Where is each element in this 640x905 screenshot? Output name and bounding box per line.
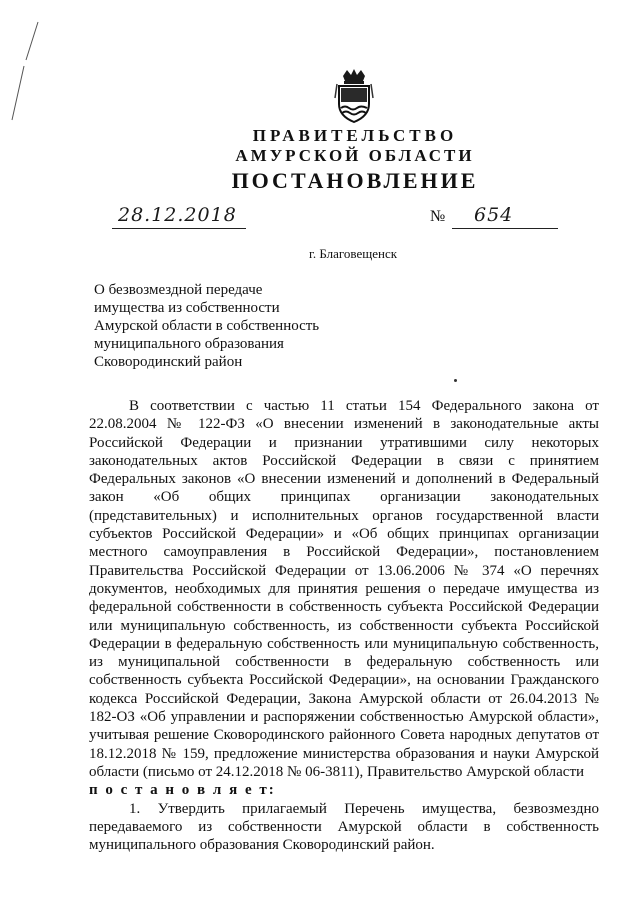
number-sign: № xyxy=(430,208,446,225)
number-field xyxy=(452,206,558,229)
date-field xyxy=(112,206,246,229)
subject-line: муниципального образования xyxy=(94,336,284,352)
decree-item-1: 1. Утвердить прилагаемый Перечень имущества, безвозмездно передаваемого из собственности Амурской области в собственность муниципального образования Сковородинский район. xyxy=(89,800,599,854)
decree-word: п о с т а н о в л я е т: xyxy=(89,782,276,799)
city-label: г. Благовещенск xyxy=(309,246,398,261)
handwritten-date: 28.12.2018 xyxy=(118,204,237,226)
preamble-paragraph: В соответствии с частью 11 статьи 154 Федерального закона от 22.08.2004 № 122-ФЗ «О внесении изменений в законодательные акты Российской Федерации и признании утратившими силу некоторых законодательных актов Российской Федерации в связи с принятием Федеральных законов «О внесении изменений и дополнений в Федеральный закон «Об общих принципах организации законодательных (представительных) и исполнительных органов государственной власти субъектов Российской Федерации» и «Об общих принципах организации местного самоуправления в Российской Федерации», постановлением Правительства Российской Федерации от 13.06.2006 № 374 «О перечнях документов, необходимых для принятия решения о передаче имущества из федеральной собственности в собственность субъекта Российской Федерации или муниципальную собственность, из собственности субъекта Российской Федерации в федеральную собственность или муниципальную собственность, из муниципальной собственности в федеральную собственность или собственность субъекта Российской Федерации», на основании Гражданского кодекса Российской Федерации, Закона Амурской области от 26.04.2013 № 182-ОЗ «Об управлении и распоряжении собственностью Амурской области», учитывая решение Сковородинского районного Совета народных депутатов от 18.12.2018 № 159, предложение министерства образования и науки Амурской области (письмо от 24.12.2018 № 06-3811), Правительство Амурской области xyxy=(89,398,599,780)
handwritten-number: 654 xyxy=(474,204,514,226)
subject-line: Амурской области в собственность xyxy=(94,318,320,334)
coat-of-arms-icon xyxy=(333,68,375,124)
subject-line: О безвозмездной передаче xyxy=(94,282,263,298)
scan-dot-artifact xyxy=(454,379,457,382)
subject-block xyxy=(94,281,354,371)
org-name-line2: АМУРСКОЙ ОБЛАСТИ xyxy=(235,146,475,165)
subject-line: имущества из собственности xyxy=(94,300,280,316)
org-name-line1: ПРАВИТЕЛЬСТВО xyxy=(252,126,458,145)
scan-artifact-line xyxy=(8,20,48,130)
document-type-title: ПОСТАНОВЛЕНИЕ xyxy=(231,168,479,193)
document-body xyxy=(89,397,599,854)
subject-line: Сковородинский район xyxy=(94,354,243,370)
